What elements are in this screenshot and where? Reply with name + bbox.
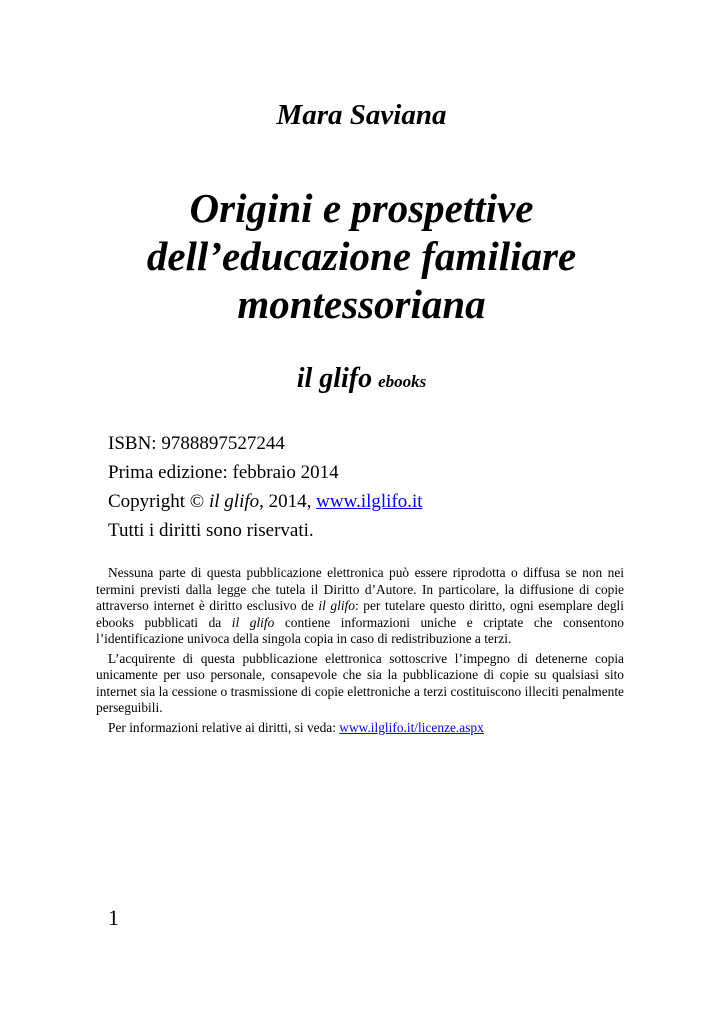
legal-notice bbox=[96, 565, 624, 739]
book-title bbox=[0, 184, 723, 328]
legal-p3-text: Per informazioni relative ai diritti, si veda: bbox=[108, 719, 340, 735]
license-link[interactable]: www.ilglifo.it/licenze.aspx bbox=[339, 719, 484, 735]
legal-p1-italic-1: il glifo bbox=[318, 598, 355, 613]
legal-paragraph-2: L’acquirente di questa pubblicazione elettronica sottoscrive l’impegno di detenerne copia unicamente per uso personale, consapevole che sia la pubblicazione di copie su qualsiasi sito internet sia la cessione o trasmissione di copie elettroniche a terzi costituiscono illeciti penalmente perseguibili. bbox=[96, 650, 624, 715]
rights-line: Tutti i diritti sono riservati. bbox=[108, 520, 314, 541]
legal-p1-text-1: Nessuna parte di questa pubblicazione elettronica può essere riprodotta o diffusa se non nei termini previsti dalla legge che tutela il Diritto d’Autore. In particolare, la diffusione di copie attraverso internet è diritto esclusivo de bbox=[96, 565, 624, 613]
isbn-line: ISBN: 9788897527244 bbox=[108, 433, 285, 454]
publisher-name: il glifo bbox=[296, 363, 373, 394]
title-line-3: montessoriana bbox=[237, 281, 486, 327]
copyright-year: , 2014, bbox=[259, 491, 317, 512]
legal-paragraph-3 bbox=[96, 720, 624, 737]
publisher-suffix: ebooks bbox=[378, 372, 427, 391]
copyright-publisher: il glifo bbox=[209, 491, 260, 512]
author-name: Mara Saviana bbox=[276, 99, 447, 131]
legal-p1-text-2: : per tutelare questo diritto, ogni esemplare degli ebooks pubblicati da bbox=[96, 598, 624, 630]
legal-p1-text-3: contiene informazioni uniche e criptate che consentono l’identificazione univoca della singola copia in caso di redistribuzione a terzi. bbox=[96, 614, 625, 646]
title-line-1: Origini e prospettive bbox=[189, 185, 534, 231]
website-link[interactable]: www.ilglifo.it bbox=[316, 491, 423, 512]
book-metadata bbox=[108, 429, 423, 545]
copyright-line bbox=[108, 487, 423, 516]
publisher-imprint bbox=[0, 363, 723, 395]
copyright-prefix: Copyright © bbox=[108, 491, 209, 512]
legal-p1-italic-2: il glifo bbox=[231, 614, 275, 630]
legal-paragraph-1 bbox=[96, 565, 624, 648]
page-number: 1 bbox=[108, 905, 119, 930]
title-line-2: dell’educazione familiare bbox=[146, 233, 577, 279]
edition-line: Prima edizione: febbraio 2014 bbox=[108, 462, 339, 483]
